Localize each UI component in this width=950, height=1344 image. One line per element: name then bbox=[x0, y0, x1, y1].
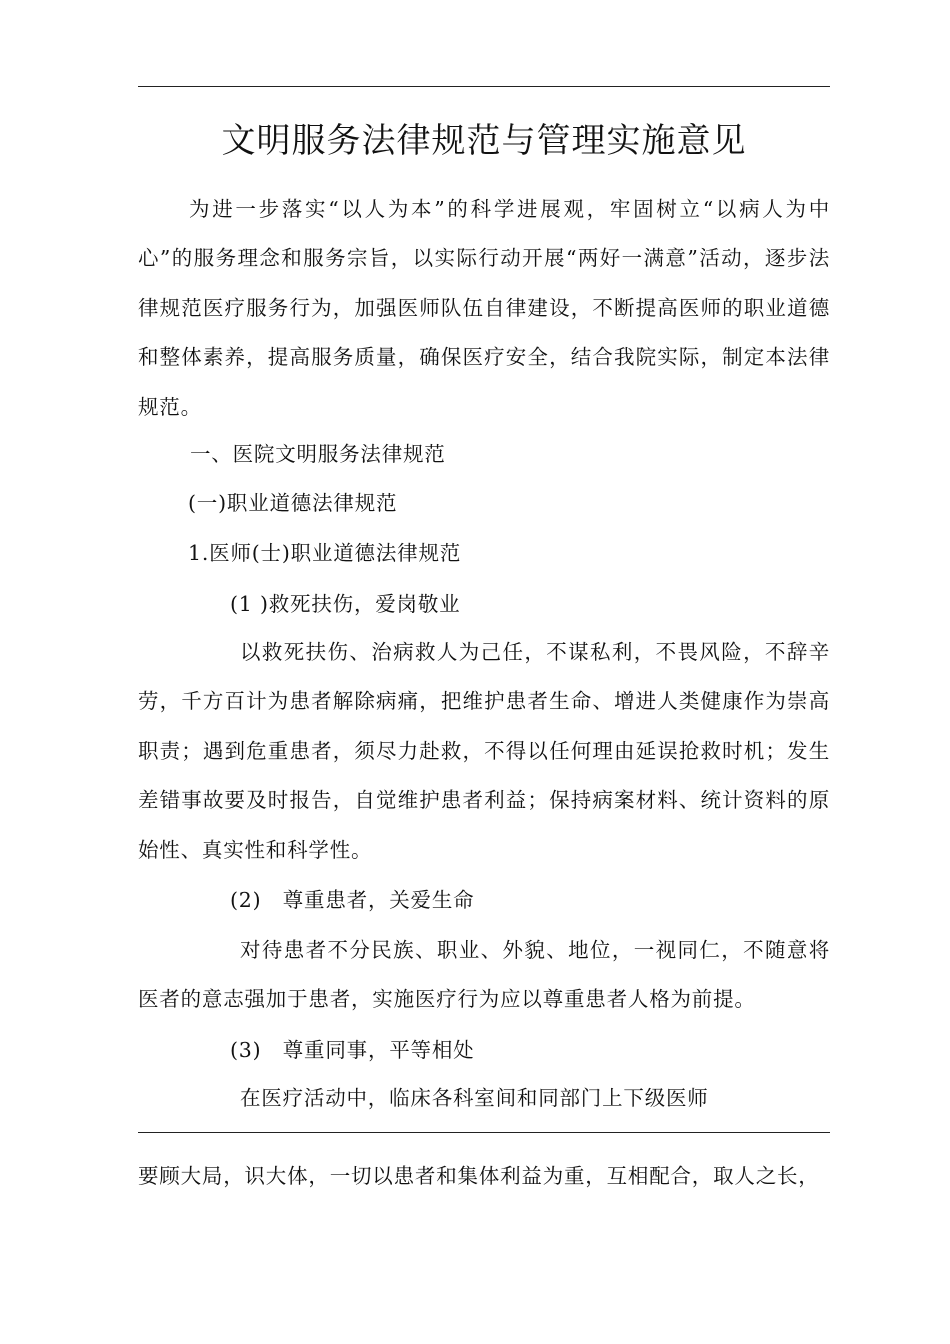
intro-paragraph: 为进一步落实“以人为本”的科学进展观，牢固树立“以病人为中心”的服务理念和服务宗旨，以实际行动开展“两好一满意”活动，逐步法律规范医疗服务行为，加强医师队伍自律建设，不断提高医师的职业道德和整体素养，提高服务质量，确保医疗安全，结合我院实际，制定本法律规范。 bbox=[138, 197, 830, 419]
item-2-heading: (2) 尊重患者，关爱生命 bbox=[230, 888, 475, 912]
item-1-heading: (1 )救死扶伤，爱岗敬业 bbox=[230, 592, 461, 616]
section-heading-3: 1.医师(士)职业道德法律规范 bbox=[188, 541, 462, 565]
item-1-text: 以救死扶伤、治病救人为己任，不谋私利，不畏风险，不辞辛劳，千方百计为患者解除病痛，把维护患者生命、增进人类健康作为崇高职责；遇到危重患者，须尽力赴救，不得以任何理由延误抢救时机；发生差错事故要及时报告，自觉维护患者利益；保持病案材料、统计资料的原始性、真实性和科学性。 bbox=[138, 640, 830, 862]
item-3-text: 在医疗活动中，临床各科室间和同部门上下级医师 bbox=[240, 1086, 709, 1110]
section-heading-1: 一、医院文明服务法律规范 bbox=[190, 442, 446, 466]
item-2-text: 对待患者不分民族、职业、外貌、地位，一视同仁，不随意将医者的意志强加于患者，实施医疗行为应以尊重患者人格为前提。 bbox=[138, 938, 830, 1012]
document-title: 文明服务法律规范与管理实施意见 bbox=[221, 121, 747, 161]
top-rule bbox=[138, 86, 830, 87]
section-heading-2: (一)职业道德法律规范 bbox=[188, 491, 398, 515]
item-3-heading: (3) 尊重同事，平等相处 bbox=[230, 1038, 475, 1062]
bottom-rule bbox=[138, 1132, 830, 1133]
continuation-text: 要顾大局，识大体，一切以患者和集体利益为重，互相配合，取人之长， bbox=[138, 1164, 820, 1188]
